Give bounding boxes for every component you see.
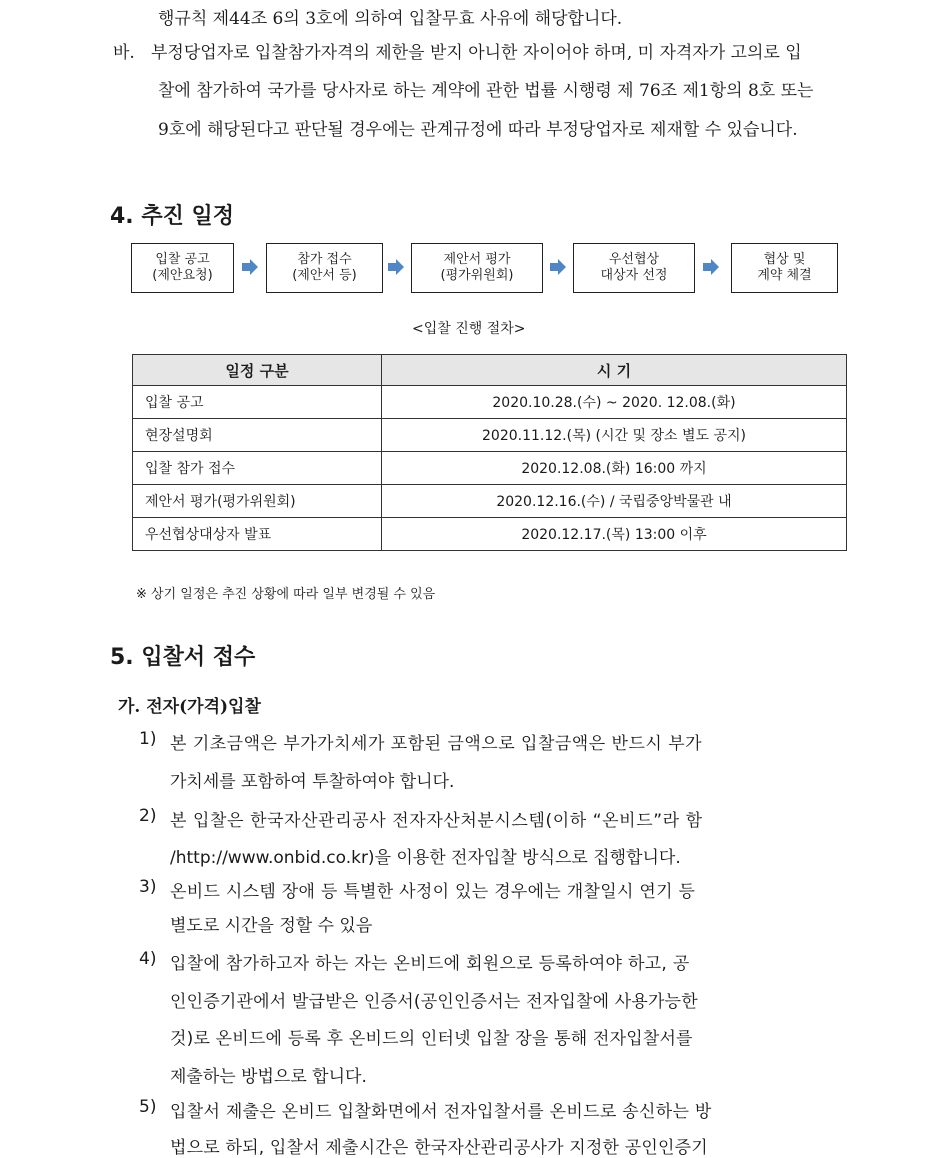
table-cell-period: 2020.12.16.(수) / 국립중앙박물관 내 — [382, 485, 847, 518]
list-marker-ba: 바. — [113, 43, 135, 63]
section-5-heading: 5. 입찰서 접수 — [110, 645, 256, 670]
intro-ba-line-1: 부정당업자로 입찰참가자격의 제한을 받지 아니한 자이어야 하며, 미 자격자가 고의로 입 — [151, 43, 802, 63]
section-4-heading: 4. 추진 일정 — [110, 204, 234, 229]
table-header-row — [133, 355, 847, 386]
flow-step-line1: 제안서 평가 — [443, 252, 511, 267]
item-line: /http://www.onbid.co.kr)을 이용한 전자입찰 방식으로 집행합니다. — [170, 848, 681, 868]
flow-step-proposal-evaluation — [411, 243, 543, 293]
flow-step-line2: (제안요청) — [152, 268, 213, 283]
table-cell-category: 현장설명회 — [133, 419, 382, 452]
flow-step-line2: 대상자 선정 — [600, 268, 668, 283]
item-line: 가치세를 포함하여 투찰하여야 합니다. — [170, 772, 455, 792]
flow-step-priority-selection — [573, 243, 695, 293]
item-line: 입찰에 참가하고자 하는 자는 온비드에 회원으로 등록하여야 하고, 공 — [170, 954, 690, 974]
flow-step-line1: 입찰 공고 — [155, 252, 210, 267]
table-cell-period: 2020.10.28.(수) ~ 2020. 12.08.(화) — [382, 386, 847, 419]
item-line: 별도로 시간을 정할 수 있음 — [170, 916, 373, 936]
table-header-category: 일정 구분 — [133, 355, 382, 386]
table-cell-period: 2020.11.12.(목) (시간 및 장소 별도 공지) — [382, 419, 847, 452]
item-line: 제출하는 방법으로 합니다. — [170, 1067, 367, 1087]
item-line: 본 입찰은 한국자산관리공사 전자자산처분시스템(이하 “온비드”라 함 — [170, 811, 703, 831]
flow-step-bid-notice — [131, 243, 234, 293]
intro-ba-line-2: 찰에 참가하여 국가를 당사자로 하는 계약에 관한 법률 시행령 제 76조 제1항의 8호 또는 — [158, 81, 814, 101]
flow-step-line1: 우선협상 — [608, 252, 660, 267]
item-line: 온비드 시스템 장애 등 특별한 사정이 있는 경우에는 개찰일시 연기 등 — [170, 882, 696, 902]
flow-caption: <입찰 진행 절차> — [412, 321, 526, 337]
flow-step-contract — [731, 243, 838, 293]
item-line: 것)로 온비드에 등록 후 온비드의 인터넷 입찰 장을 통해 전자입찰서를 — [170, 1029, 693, 1049]
item-number: 3) — [139, 877, 157, 897]
table-cell-category: 입찰 참가 접수 — [133, 452, 382, 485]
item-number: 2) — [139, 806, 157, 826]
table-cell-period: 2020.12.17.(목) 13:00 이후 — [382, 518, 847, 551]
table-header-period: 시 기 — [382, 355, 847, 386]
flow-step-line2: (평가위원회) — [440, 268, 514, 283]
flow-step-line2: (제안서 등) — [292, 268, 357, 283]
item-line: 인인증기관에서 발급받은 인증서(공인인증서는 전자입찰에 사용가능한 — [170, 992, 698, 1012]
arrow-right-icon — [702, 258, 720, 276]
table-row — [133, 386, 847, 419]
intro-ba-line-3: 9호에 해당된다고 판단될 경우에는 관계규정에 따라 부정당업자로 제재할 수 있습니다. — [158, 120, 798, 140]
table-cell-category: 입찰 공고 — [133, 386, 382, 419]
table-cell-period: 2020.12.08.(화) 16:00 까지 — [382, 452, 847, 485]
table-row — [133, 485, 847, 518]
item-number: 4) — [139, 949, 157, 969]
item-line: 법으로 하되, 입찰서 제출시간은 한국자산관리공사가 지정한 공인인증기 — [170, 1138, 708, 1158]
item-number: 5) — [139, 1097, 157, 1117]
item-number: 1) — [139, 729, 157, 749]
intro-line: 행규칙 제44조 6의 3호에 의하여 입찰무효 사유에 해당합니다. — [158, 9, 623, 29]
flow-step-registration — [266, 243, 383, 293]
schedule-note: ※ 상기 일정은 추진 상황에 따라 일부 변경될 수 있음 — [136, 587, 436, 602]
item-line: 입찰서 제출은 온비드 입찰화면에서 전자입찰서를 온비드로 송신하는 방 — [170, 1102, 712, 1122]
table-row — [133, 518, 847, 551]
table-cell-category: 제안서 평가(평가위원회) — [133, 485, 382, 518]
table-row — [133, 452, 847, 485]
arrow-right-icon — [549, 258, 567, 276]
flow-step-line1: 참가 접수 — [297, 252, 352, 267]
schedule-table — [132, 354, 847, 551]
table-cell-category: 우선협상대상자 발표 — [133, 518, 382, 551]
flow-step-line1: 협상 및 — [763, 252, 806, 267]
flow-step-line2: 계약 체결 — [757, 268, 812, 283]
arrow-right-icon — [387, 258, 405, 276]
sub-heading-electronic-bid: 가. 전자(가격)입찰 — [118, 697, 261, 717]
item-line: 본 기초금액은 부가가치세가 포함된 금액으로 입찰금액은 반드시 부가 — [170, 734, 703, 754]
table-row — [133, 419, 847, 452]
arrow-right-icon — [241, 258, 259, 276]
